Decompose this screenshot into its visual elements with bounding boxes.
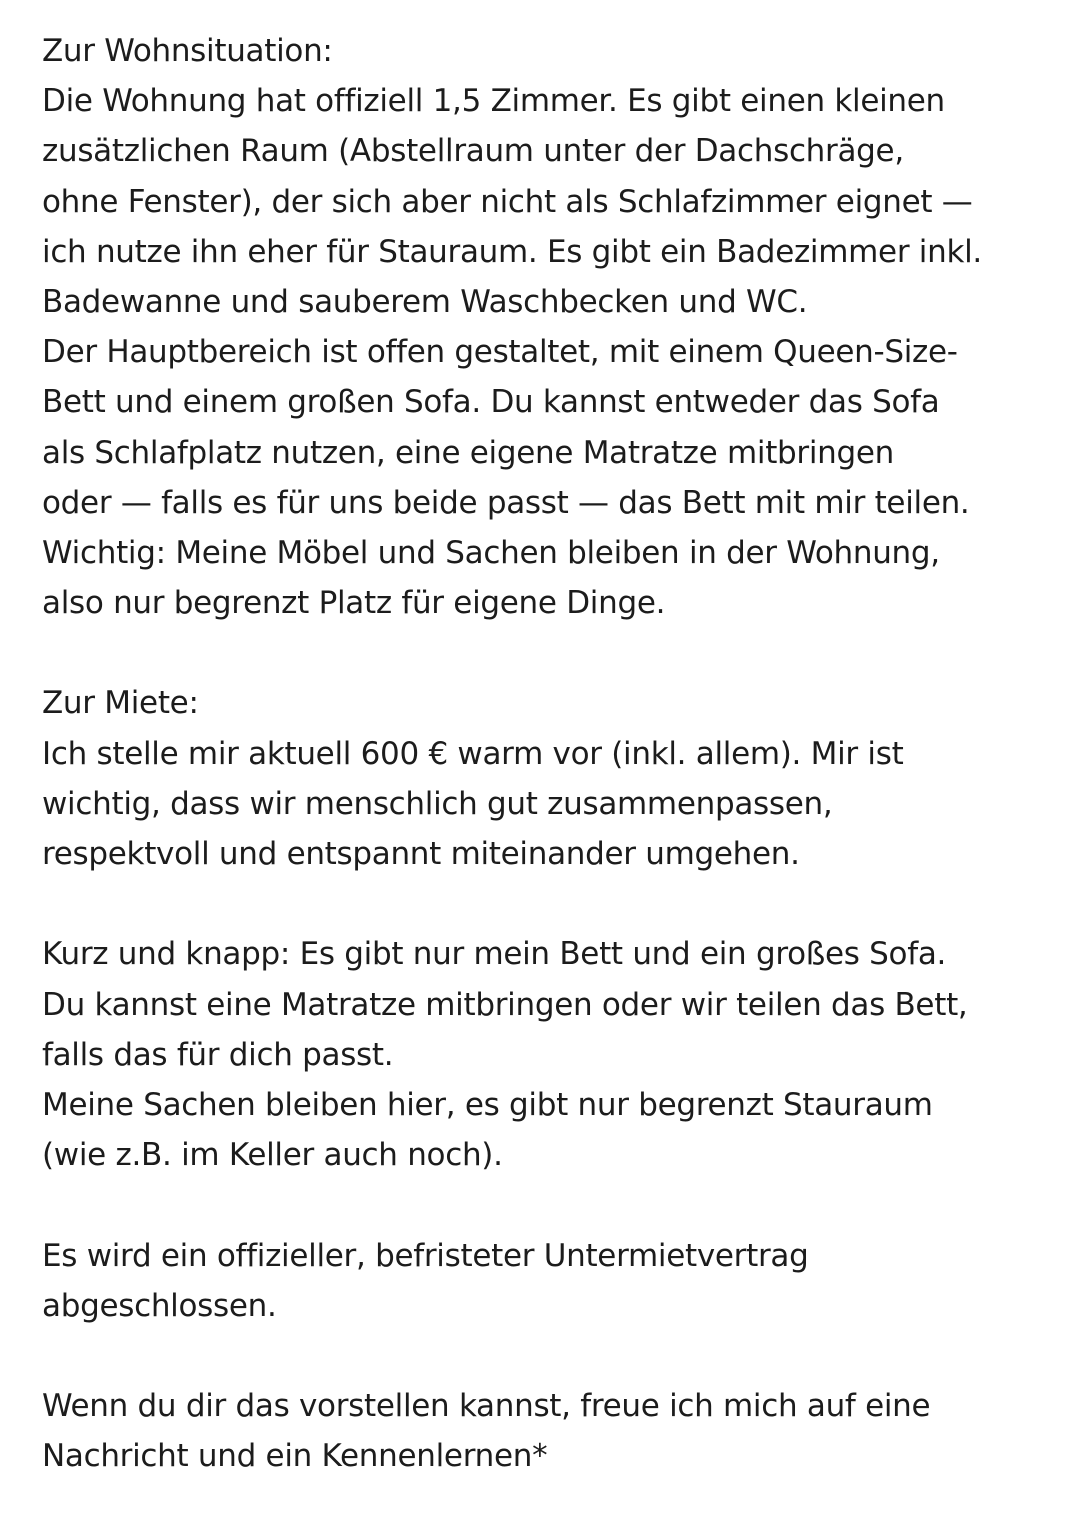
text-line: Nachricht und ein Kennenlernen* — [42, 1438, 548, 1475]
text-line: also nur begrenzt Platz für eigene Dinge. — [42, 585, 666, 622]
section-heading-wohnsituation: Zur Wohnsituation: — [42, 33, 333, 69]
paragraph-gap — [42, 628, 1052, 678]
paragraph-gap — [42, 1180, 1052, 1230]
text-line: falls das für dich passt. — [42, 1036, 394, 1073]
text-line: ohne Fenster), der sich aber nicht als Schlafzimmer eignet — — [42, 183, 973, 220]
text-line: Bett und einem großen Sofa. Du kannst entweder das Sofa — [42, 384, 940, 421]
text-line: Badewanne und sauberem Waschbecken und WC. — [42, 283, 808, 320]
text-line: Der Hauptbereich ist offen gestaltet, mit einem Queen-Size- — [42, 334, 958, 371]
text-line: Meine Sachen bleiben hier, es gibt nur begrenzt Stauraum — [42, 1086, 933, 1123]
text-line: zusätzlichen Raum (Abstellraum unter der Dachschräge, — [42, 133, 904, 170]
text-line: oder — falls es für uns beide passt — das Bett mit mir teilen. — [42, 484, 970, 521]
text-line: als Schlafplatz nutzen, eine eigene Matratze mitbringen — [42, 434, 895, 471]
text-line: Die Wohnung hat offiziell 1,5 Zimmer. Es gibt einen kleinen — [42, 83, 945, 120]
text-line: ich nutze ihn eher für Stauraum. Es gibt ein Badezimmer inkl. — [42, 233, 982, 270]
text-line: Kurz und knapp: Es gibt nur mein Bett und ein großes Sofa. — [42, 936, 947, 973]
text-line: respektvoll und entspannt miteinander umgehen. — [42, 836, 800, 872]
paragraph-gap — [42, 879, 1052, 929]
text-line: Ich stelle mir aktuell 600 € warm vor (inkl. allem). Mir ist — [42, 735, 904, 772]
paragraph-gap — [42, 1331, 1052, 1381]
listing-description — [42, 26, 1052, 1481]
text-line: Du kannst eine Matratze mitbringen oder wir teilen das Bett, — [42, 986, 968, 1023]
text-line: wichtig, dass wir menschlich gut zusammenpassen, — [42, 785, 833, 822]
text-line: Wichtig: Meine Möbel und Sachen bleiben in der Wohnung, — [42, 534, 940, 571]
section-heading-miete: Zur Miete: — [42, 685, 199, 722]
text-line: (wie z.B. im Keller auch noch). — [42, 1137, 503, 1174]
text-line: abgeschlossen. — [42, 1287, 277, 1324]
text-line: Es wird ein offizieller, befristeter Untermietvertrag — [42, 1237, 809, 1274]
text-line: Wenn du dir das vorstellen kannst, freue ich mich auf eine — [42, 1388, 931, 1425]
